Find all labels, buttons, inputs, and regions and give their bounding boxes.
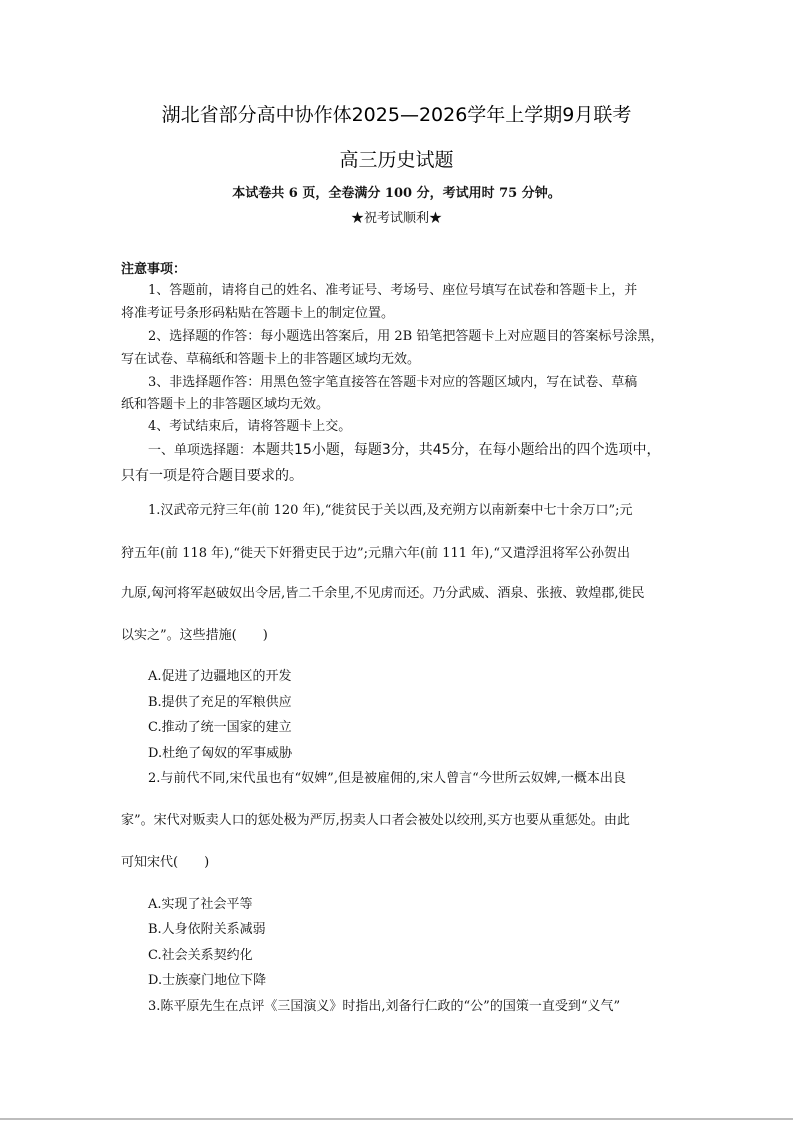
- section-heading: [148, 439, 661, 459]
- question-3-line: 3.陈平原先生在点评《三国演义》时指出,刘备行仁政的“公”的国策一直受到“义气”: [148, 999, 621, 1014]
- notice-line: 4、考试结束后，请将答题卡上交。: [148, 419, 352, 434]
- question-2-line: 可知宋代( ): [121, 855, 210, 870]
- notice-line: 将准考证号条形码粘贴在答题卡上的制定位置。: [121, 306, 395, 321]
- question-2-line: 家”。宋代对贩卖人口的惩处极为严厉,拐卖人口者会被处以绞刑,买方也要从重惩处。由此: [121, 813, 630, 828]
- question-1-line: 狩五年(前 118 年),“徙天下奸猾吏民于边”;元鼎六年(前 111 年),“又遣浮沮将军公孙贺出: [121, 546, 631, 561]
- section-instructions-cont: 只有一项是符合题目要求的。: [121, 468, 303, 484]
- notice-line: 2、选择题的作答：每小题选出答案后，用 2B 铅笔把答题卡上对应题目的答案标号涂黑，: [148, 329, 664, 344]
- exam-subtitle: 高三历史试题: [339, 149, 454, 171]
- question-2-line: 2.与前代不同,宋代虽也有“奴婢”,但是被雇佣的,宋人曾言“今世所云奴婢,一概本出良: [148, 771, 626, 786]
- question-1-line: 以实之”。这些措施( ): [121, 628, 268, 643]
- notice-line: 1、答题前，请将自己的姓名、准考证号、考场号、座位号填写在试卷和答题卡上，并: [148, 283, 638, 298]
- notice-line: 3、非选择题作答：用黑色签字笔直接答在答题卡对应的答题区域内，写在试卷、草稿: [148, 375, 638, 390]
- good-luck-wish: ★祝考试顺利★: [350, 211, 442, 226]
- page-bottom-divider: [0, 1118, 793, 1120]
- option-d: D.士族豪门地位下降: [148, 973, 267, 988]
- notice-heading: 注意事项：: [121, 262, 187, 277]
- option-c: C.社会关系契约化: [148, 948, 253, 963]
- option-a: A.实现了社会平等: [148, 897, 253, 912]
- exam-info: 本试卷共 6 页，全卷满分 100 分，考试用时 75 分钟。: [232, 186, 561, 201]
- option-a: A.促进了边疆地区的开发: [148, 669, 292, 684]
- notice-line: 纸和答题卡上的非答题区域均无效。: [121, 397, 330, 412]
- section-label: 一、单项选择题：: [148, 443, 253, 458]
- option-d: D.杜绝了匈奴的军事威胁: [148, 746, 293, 761]
- section-instructions: 本题共15小题，每题3分，共45分，在每小题给出的四个选项中，: [252, 442, 661, 458]
- option-b: B.提供了充足的军粮供应: [148, 695, 292, 710]
- question-1-line: 1.汉武帝元狩三年(前 120 年),“徙贫民于关以西,及充朔方以南新秦中七十余万口”;元: [148, 503, 633, 518]
- option-c: C.推动了统一国家的建立: [148, 720, 292, 735]
- option-b: B.人身依附关系减弱: [148, 922, 266, 937]
- exam-title: 湖北省部分高中协作体2025—2026学年上学期9月联考: [161, 104, 632, 126]
- notice-line: 写在试卷、草稿纸和答题卡上的非答题区域均无效。: [121, 352, 421, 367]
- question-1-line: 九原,匈河将军赵破奴出令居,皆二千余里,不见虏而还。乃分武威、酒泉、张掖、敦煌郡,徙民: [121, 586, 645, 601]
